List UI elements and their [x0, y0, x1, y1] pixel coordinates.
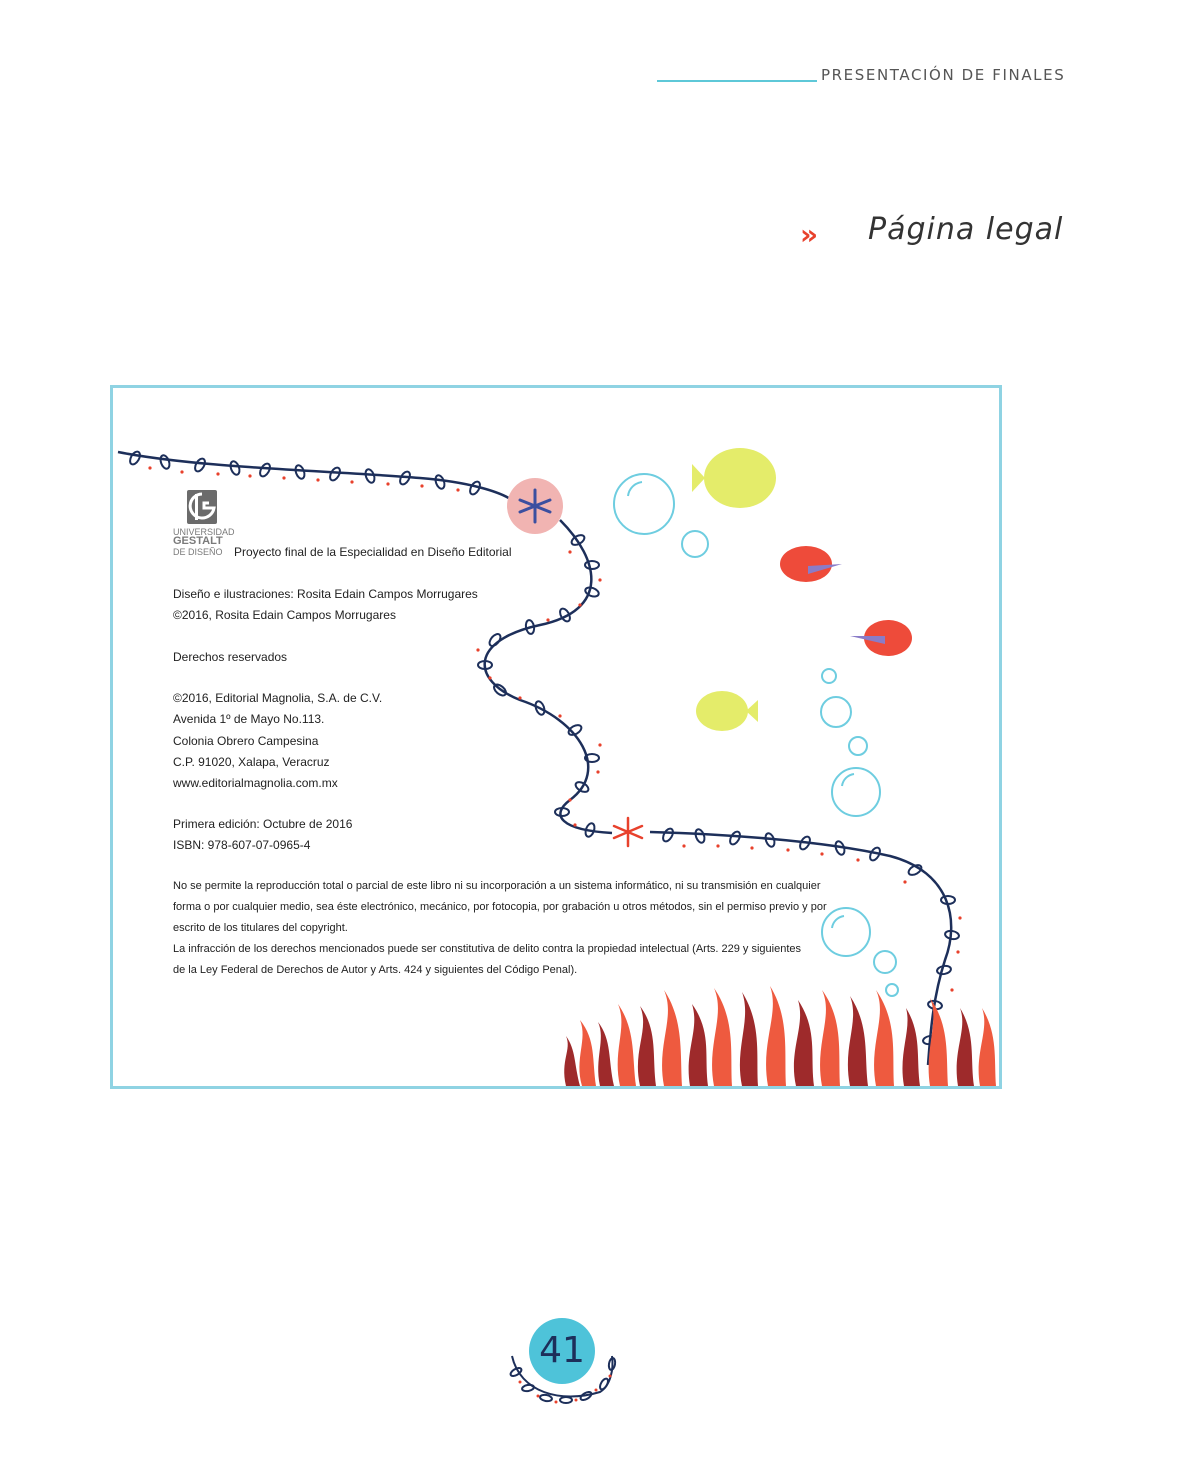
- vine-leaves-winding: [478, 533, 600, 838]
- publisher-copyright: ©2016, Editorial Magnolia, S.A. de C.V.: [173, 691, 383, 705]
- fish-red-top: [780, 546, 842, 582]
- fish-red-middle: [850, 620, 912, 656]
- address-line-1: Avenida 1º de Mayo No.113.: [173, 712, 325, 726]
- double-chevron-icon: »: [800, 218, 815, 251]
- project-line: Proyecto final de la Especialidad en Diseño Editorial: [234, 545, 512, 559]
- vine-winding: [485, 520, 612, 833]
- address-line-2: Colonia Obrero Campesina: [173, 734, 319, 748]
- fish-yellow-top: [692, 448, 776, 508]
- fish-yellow-middle: [696, 691, 758, 731]
- rights-reserved: Derechos reservados: [173, 650, 288, 664]
- notice-line-5: de la Ley Federal de Derechos de Autor y Arts. 424 y siguientes del Código Penal).: [173, 964, 578, 976]
- logo-line-3: DE DISEÑO: [173, 547, 223, 557]
- notice-line-1: No se permite la reproducción total o parcial de este libro ni su incorporación a un sistema informático, ni su transmisión en cualquier: [173, 880, 821, 892]
- vine-leaves-right: [661, 827, 960, 1045]
- design-credit: Diseño e ilustraciones: Rosita Edain Campos Morrugares: [173, 587, 478, 601]
- notice-line-2: forma o por cualquier medio, sea éste electrónico, mecánico, por fotocopia, por grabación u otros métodos, sin el permiso previo y por: [173, 901, 827, 913]
- logo-line-2: GESTALT: [173, 535, 223, 547]
- author-copyright: ©2016, Rosita Edain Campos Morrugares: [173, 608, 396, 622]
- logo-line-1: UNIVERSIDAD: [173, 527, 235, 537]
- notice-line-3: escrito de los titulares del copyright.: [173, 922, 348, 934]
- address-line-3: C.P. 91020, Xalapa, Veracruz: [173, 755, 330, 769]
- notice-line-4: La infracción de los derechos mencionados puede ser constitutiva de delito contra la propiedad intelectual (Arts. 229 y siguientes: [173, 943, 801, 955]
- publisher-website: www.editorialmagnolia.com.mx: [173, 776, 338, 790]
- isbn-line: ISBN: 978-607-07-0965-4: [173, 838, 311, 852]
- section-header: PRESENTACIÓN DE FINALES: [821, 66, 1066, 84]
- page-number: 41: [539, 1330, 585, 1371]
- page-title: Página legal: [868, 212, 1064, 247]
- bubbles: [614, 474, 898, 996]
- starfish-red: [614, 818, 642, 846]
- edition-line: Primera edición: Octubre de 2016: [173, 817, 353, 831]
